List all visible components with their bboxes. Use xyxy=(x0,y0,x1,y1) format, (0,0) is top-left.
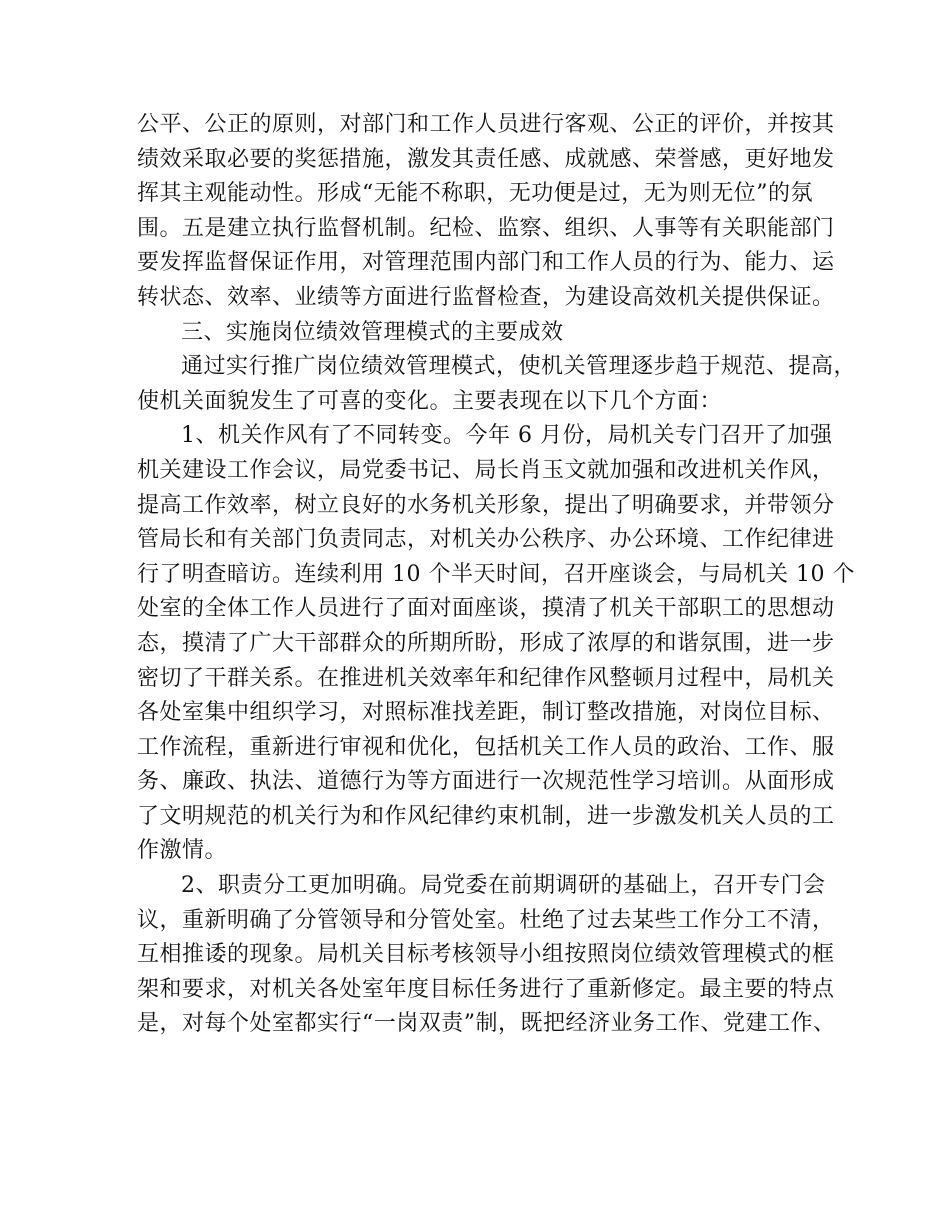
text-line: 要发挥监督保证作用，对管理范围内部门和工作人员的行为、能力、运 xyxy=(137,250,835,276)
text-line: 是，对每个处室都实行“一岗双责”制，既把经济业务工作、党建工作、 xyxy=(137,1011,836,1037)
text-line: 工作流程，重新进行审视和优化，包括机关工作人员的政治、工作、服 xyxy=(137,734,835,760)
text-line: 架和要求，对机关各处室年度目标任务进行了重新修定。最主要的特点 xyxy=(137,976,835,1002)
text-line: 公平、公正的原则，对部门和工作人员进行客观、公正的评价，并按其 xyxy=(137,112,835,137)
text-line: 2、职责分工更加明确。局党委在前期调研的基础上，召开专门会 xyxy=(181,873,826,899)
text-line: 处室的全体工作人员进行了面对面座谈，摸清了机关干部职工的思想动 xyxy=(137,596,835,622)
text-line: 管局长和有关部门负责同志，对机关办公秩序、办公环境、工作纪律进 xyxy=(137,527,835,553)
text-line: 绩效采取必要的奖惩措施，激发其责任感、成就感、荣誉感，更好地发 xyxy=(137,146,835,172)
text-line: 各处室集中组织学习，对照标准找差距，制订整改措施，对岗位目标、 xyxy=(137,700,835,726)
text-line: 使机关面貌发生了可喜的变化。主要表现在以下几个方面： xyxy=(137,388,723,414)
document-body xyxy=(137,108,857,1042)
text-line: 议，重新明确了分管领导和分管处室。杜绝了过去某些工作分工不清， xyxy=(137,907,835,933)
text-line: 挥其主观能动性。形成“无能不称职，无功便是过，无为则无位”的氛 xyxy=(137,181,813,207)
text-line: 务、廉政、执法、道德行为等方面进行一次规范性学习培训。从面形成 xyxy=(137,769,835,795)
text-line: 互相推诿的现象。局机关目标考核领导小组按照岗位绩效管理模式的框 xyxy=(137,942,835,968)
section-heading: 三、实施岗位绩效管理模式的主要成效 xyxy=(181,319,564,345)
text-line: 密切了干群关系。在推进机关效率年和纪律作风整顿月过程中，局机关 xyxy=(137,665,835,691)
text-line: 态，摸清了广大干部群众的所期所盼，形成了浓厚的和谐氛围，进一步 xyxy=(137,630,835,656)
text-line: 围。五是建立执行监督机制。纪检、监察、组织、人事等有关职能部门 xyxy=(137,215,835,241)
text-line: 行了明查暗访。连续利用 10 个半天时间，召开座谈会，与局机关 10 个 xyxy=(137,561,855,587)
text-line: 通过实行推广岗位绩效管理模式，使机关管理逐步趋于规范、提高， xyxy=(181,354,857,380)
text-line: 转状态、效率、业绩等方面进行监督检查，为建设高效机关提供保证。 xyxy=(137,284,835,310)
text-line: 机关建设工作会议，局党委书记、局长肖玉文就加强和改进机关作风， xyxy=(137,457,835,483)
text-line: 1、机关作风有了不同转变。今年 6 月份，局机关专门召开了加强 xyxy=(181,423,833,449)
text-line: 作激情。 xyxy=(137,838,228,864)
text-line: 提高工作效率，树立良好的水务机关形象，提出了明确要求，并带领分 xyxy=(137,492,835,518)
text-line: 了文明规范的机关行为和作风纪律约束机制，进一步激发机关人员的工 xyxy=(137,803,835,829)
